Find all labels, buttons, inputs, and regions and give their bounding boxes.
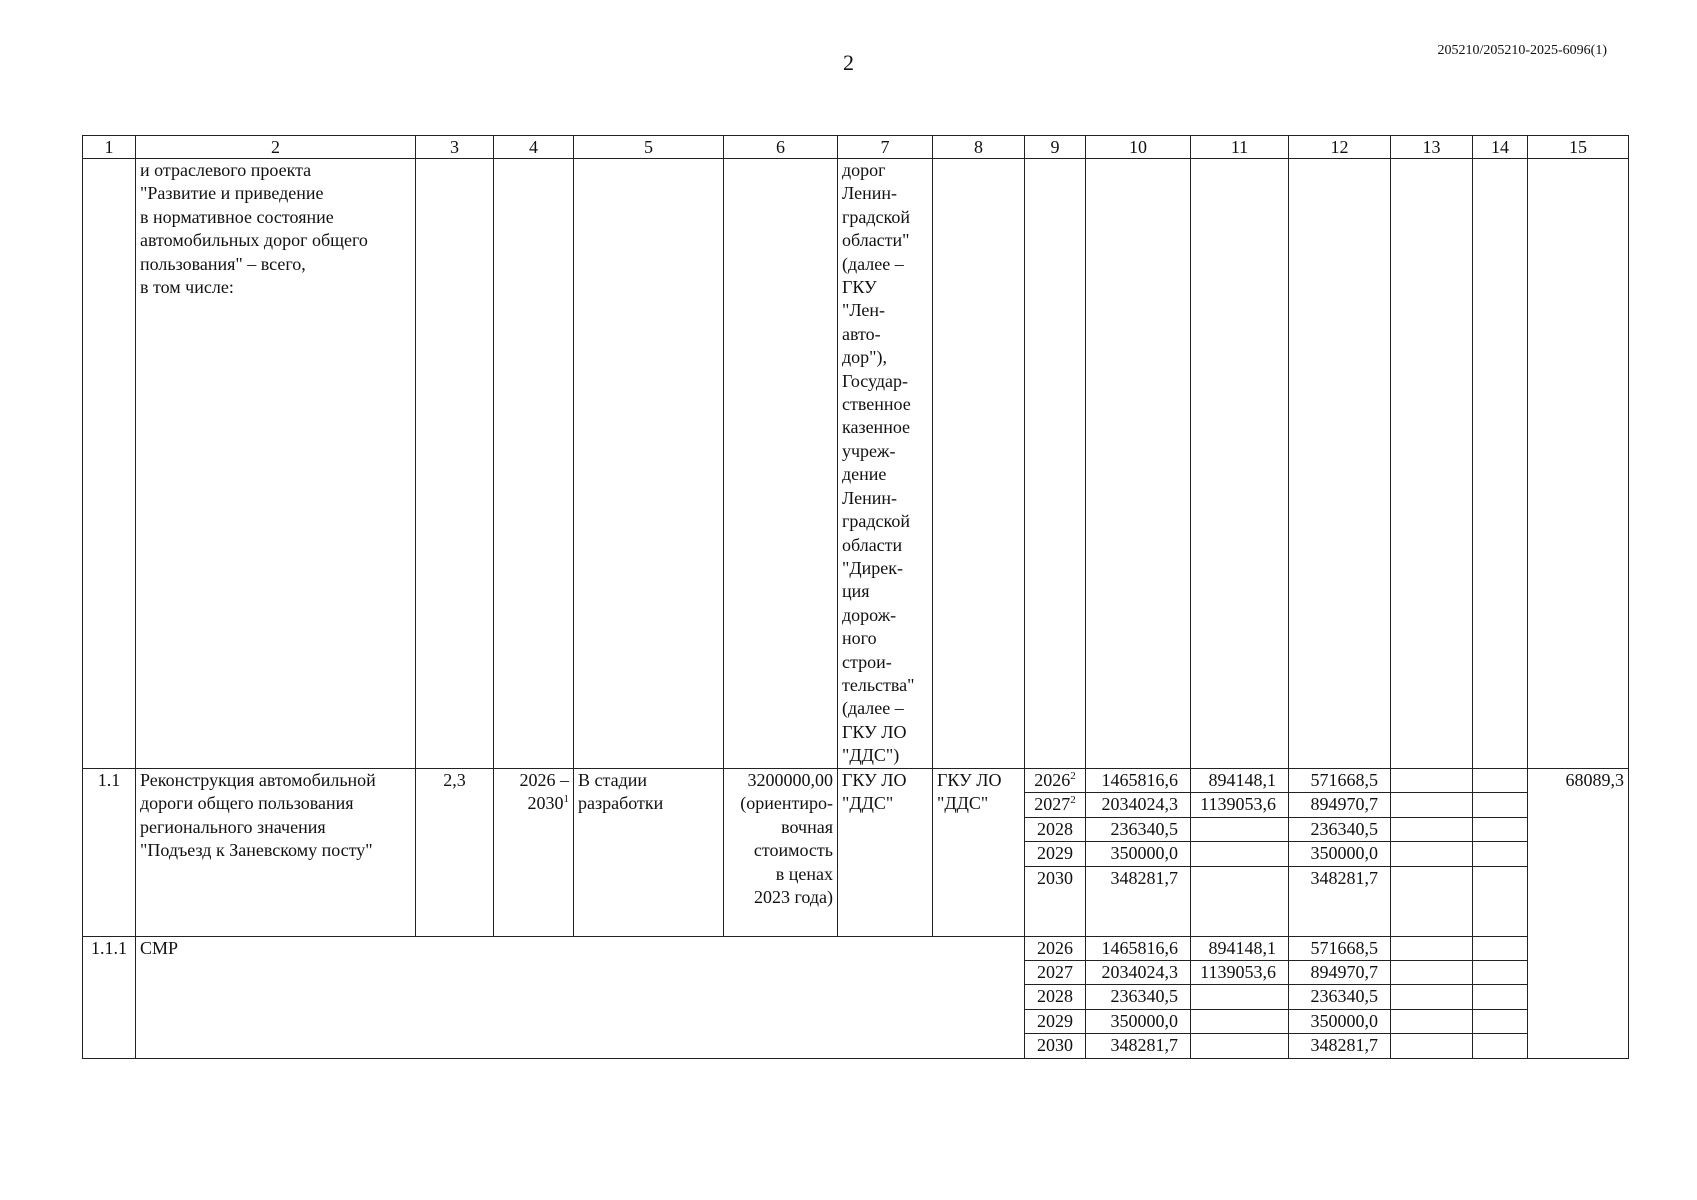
total-value: 236340,5: [1086, 817, 1191, 841]
customer: ГКУ ЛО "ДДС": [838, 769, 933, 937]
column-number: 7: [838, 136, 933, 159]
total-value: 2034024,3: [1086, 961, 1191, 985]
regional-value: 894970,7: [1289, 793, 1391, 817]
cell-empty: [1391, 159, 1473, 769]
cell-empty: [1473, 866, 1528, 936]
continued-row: [83, 159, 1629, 769]
federal-value: [1191, 1009, 1289, 1033]
cell-empty: [1473, 1034, 1528, 1058]
federal-value: 894148,1: [1191, 936, 1289, 960]
cell-empty: [1391, 866, 1473, 936]
cell-empty: [1473, 961, 1528, 985]
cell-empty: [1391, 1009, 1473, 1033]
cell-empty: [1473, 936, 1528, 960]
footnote-mark: 1: [563, 793, 569, 806]
federal-value: [1191, 1034, 1289, 1058]
cell-empty: [1391, 985, 1473, 1009]
register-table: [82, 135, 1629, 1059]
cell-empty: [1391, 817, 1473, 841]
column-number: 15: [1528, 136, 1629, 159]
row-number: 1.1: [83, 769, 136, 937]
total-value: 1465816,6: [1086, 769, 1191, 793]
cell-empty: [724, 159, 838, 769]
cell-empty: [1391, 842, 1473, 866]
col3-value: 2,3: [416, 769, 494, 937]
total-value: 348281,7: [1086, 1034, 1191, 1058]
period-start: 2026 –: [519, 770, 569, 790]
cell-empty: [1473, 985, 1528, 1009]
year-cell: 2030: [1025, 1034, 1086, 1058]
column-number-row: [83, 136, 1629, 159]
federal-value: [1191, 985, 1289, 1009]
total-value: 348281,7: [1086, 866, 1191, 936]
year-cell: 2029: [1025, 842, 1086, 866]
total-value: 2034024,3: [1086, 793, 1191, 817]
federal-value: [1191, 817, 1289, 841]
federal-value: [1191, 842, 1289, 866]
cell-empty: [1473, 769, 1528, 793]
cell-empty: [83, 159, 136, 769]
year-cell: 2026: [1025, 936, 1086, 960]
col15-value: 68089,3: [1528, 769, 1629, 1059]
year-cell: 2026$^2$: [1025, 769, 1086, 793]
object-name: Реконструкция автомобильной дороги общего пользования регионального значения "Подъезд к Заневскому посту": [136, 769, 416, 937]
cell-empty: [1391, 936, 1473, 960]
federal-value: 1139053,6: [1191, 793, 1289, 817]
column-number: 8: [933, 136, 1025, 159]
column-number: 2: [136, 136, 416, 159]
column-number: 5: [574, 136, 724, 159]
total-value: 350000,0: [1086, 842, 1191, 866]
period-end: 2030: [527, 793, 564, 814]
total-value: 236340,5: [1086, 985, 1191, 1009]
estimated-cost: 3200000,00 (ориентиро- вочная стоимость в ценах 2023 года): [724, 769, 838, 937]
column-number: 11: [1191, 136, 1289, 159]
table-row: [83, 769, 1629, 793]
year-cell: 2028: [1025, 817, 1086, 841]
cell-empty: [1391, 961, 1473, 985]
regional-value: 894970,7: [1289, 961, 1391, 985]
implementation-period: [494, 769, 574, 937]
column-number: 1: [83, 136, 136, 159]
project-status: В стадии разработки: [574, 769, 724, 937]
year-cell: 2028: [1025, 985, 1086, 1009]
cell-empty: [1289, 159, 1391, 769]
row-number: 1.1.1: [83, 936, 136, 1058]
year-cell: 2027: [1025, 961, 1086, 985]
cell-empty: [1086, 159, 1191, 769]
regional-value: 236340,5: [1289, 985, 1391, 1009]
page-number: 2: [843, 50, 854, 75]
cell-empty: [1528, 159, 1629, 769]
year-cell: 2029: [1025, 1009, 1086, 1033]
cell-empty: [494, 159, 574, 769]
footnote-mark: 2: [1070, 794, 1076, 807]
cell-empty: [1473, 793, 1528, 817]
cell-empty: [416, 159, 494, 769]
federal-value: 1139053,6: [1191, 961, 1289, 985]
cell-empty: [1473, 1009, 1528, 1033]
footnote-mark: 2: [1070, 770, 1076, 782]
cell-empty: [1473, 842, 1528, 866]
cell-empty: [574, 159, 724, 769]
document-id: 205210/205210-2025-6096(1): [1437, 43, 1607, 58]
continued-row-name: и отраслевого проекта "Развитие и приведение в нормативное состояние автомобильных дорог общего пользования" – всего, в том числе:: [136, 159, 416, 769]
regional-value: 350000,0: [1289, 842, 1391, 866]
regional-value: 571668,5: [1289, 936, 1391, 960]
table-row: [83, 936, 1629, 960]
total-value: 1465816,6: [1086, 936, 1191, 960]
regional-value: 348281,7: [1289, 866, 1391, 936]
cell-empty: [1025, 159, 1086, 769]
column-number: 9: [1025, 136, 1086, 159]
total-value: 350000,0: [1086, 1009, 1191, 1033]
federal-value: [1191, 866, 1289, 936]
column-number: 3: [416, 136, 494, 159]
executor: ГКУ ЛО "ДДС": [933, 769, 1025, 937]
year-cell: 2027$^2$: [1025, 793, 1086, 817]
regional-value: 236340,5: [1289, 817, 1391, 841]
column-number: 12: [1289, 136, 1391, 159]
cell-empty: [1473, 159, 1528, 769]
cell-empty: [1191, 159, 1289, 769]
column-number: 6: [724, 136, 838, 159]
column-number: 13: [1391, 136, 1473, 159]
regional-value: 348281,7: [1289, 1034, 1391, 1058]
cell-empty: [1391, 769, 1473, 793]
regional-value: 350000,0: [1289, 1009, 1391, 1033]
regional-value: 571668,5: [1289, 769, 1391, 793]
column-number: 10: [1086, 136, 1191, 159]
continued-row-executor: дорог Ленин- градской области" (далее – ГКУ "Лен- авто- дор"), Государ- ственное казенное учреж- дение Ленин- градской области "Дирек- ция дорож- ного строи- тельства" (далее – ГКУ ЛО "ДДС"): [838, 159, 933, 769]
cell-empty: [1391, 793, 1473, 817]
year-cell: 2030: [1025, 866, 1086, 936]
federal-value: 894148,1: [1191, 769, 1289, 793]
cell-empty: [1473, 817, 1528, 841]
column-number: 14: [1473, 136, 1528, 159]
column-number: 4: [494, 136, 574, 159]
object-name: СМР: [136, 936, 1025, 1058]
cell-empty: [933, 159, 1025, 769]
cell-empty: [1391, 1034, 1473, 1058]
